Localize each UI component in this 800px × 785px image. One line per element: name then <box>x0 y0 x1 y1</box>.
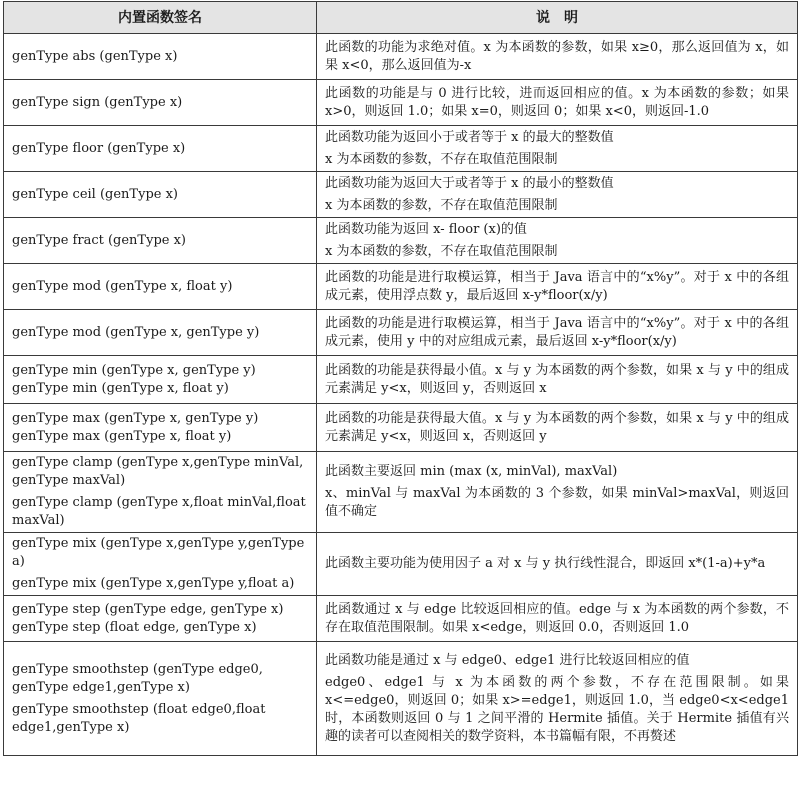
description-cell <box>317 218 798 264</box>
signature-line: genType min (genType x, genType y) <box>12 362 256 378</box>
description-text: x 为本函数的参数，不存在取值范围限制 <box>325 197 558 213</box>
description-cell <box>317 264 798 310</box>
description-text: 此函数的功能是进行取模运算，相当于 Java 语言中的“x%y”。对于 x 中的各组成元素，使用 y 中的对应组成元素，最后返回 x-y*floor(x/y) <box>325 315 789 349</box>
function-signature-cell <box>4 264 317 310</box>
function-signature-cell <box>4 310 317 356</box>
signature-line: genType step (genType edge, genType x) <box>12 601 284 617</box>
description-cell <box>317 34 798 80</box>
description-cell <box>317 642 798 756</box>
signature-line: genType max (genType x, genType y) <box>12 410 259 426</box>
description-text: 此函数的功能是进行取模运算，相当于 Java 语言中的“x%y”。对于 x 中的各组成元素，使用浮点数 y，最后返回 x-y*floor(x/y) <box>325 269 789 303</box>
function-signature-cell <box>4 452 317 533</box>
function-signature-cell <box>4 642 317 756</box>
description-text: 此函数功能为返回大于或者等于 x 的最小的整数值 <box>325 175 614 191</box>
table-row <box>4 80 798 126</box>
signature-line: genType max (genType x, float y) <box>12 428 232 444</box>
signature-line: genType mod (genType x, genType y) <box>12 324 260 340</box>
table-row <box>4 356 798 404</box>
table-row <box>4 264 798 310</box>
function-signature-cell <box>4 218 317 264</box>
description-text: 此函数的功能为求绝对值。x 为本函数的参数，如果 x≥0，那么返回值为 x，如果 x<0，那么返回值为-x <box>325 39 789 73</box>
function-signature-cell <box>4 80 317 126</box>
signature-line: genType floor (genType x) <box>12 140 186 156</box>
table-row <box>4 404 798 452</box>
description-text: x 为本函数的参数，不存在取值范围限制 <box>325 151 558 167</box>
description-cell <box>317 596 798 642</box>
signature-line: genType step (float edge, genType x) <box>12 619 257 635</box>
description-cell <box>317 404 798 452</box>
table-row <box>4 34 798 80</box>
description-text: 此函数通过 x 与 edge 比较返回相应的值。edge 与 x 为本函数的两个参数，不存在取值范围限制。如果 x<edge，则返回 0.0，否则返回 1.0 <box>325 601 789 635</box>
description-text: 此函数的功能是获得最小值。x 与 y 为本函数的两个参数，如果 x 与 y 中的组成元素满足 y<x，则返回 y，否则返回 x <box>325 362 789 396</box>
description-text: 此函数的功能是获得最大值。x 与 y 为本函数的两个参数，如果 x 与 y 中的组成元素满足 y<x，则返回 x，否则返回 y <box>325 410 789 444</box>
table-row <box>4 452 798 533</box>
description-cell <box>317 126 798 172</box>
function-signature-cell <box>4 126 317 172</box>
table-row <box>4 533 798 596</box>
function-signature-cell <box>4 34 317 80</box>
function-signature-cell <box>4 533 317 596</box>
signature-line: genType mix (genType x,genType y,genType a) <box>12 536 305 569</box>
signature-line: genType smoothstep (float edge0,float edge1,genType x) <box>12 701 266 735</box>
header-row <box>4 2 798 34</box>
signature-line: genType mod (genType x, float y) <box>12 278 233 294</box>
table-row <box>4 642 798 756</box>
description-cell <box>317 310 798 356</box>
table-row <box>4 172 798 218</box>
description-text: 此函数功能是通过 x 与 edge0、edge1 进行比较返回相应的值 <box>325 652 690 668</box>
description-cell <box>317 452 798 533</box>
signature-line: genType sign (genType x) <box>12 94 183 110</box>
description-text: x 为本函数的参数，不存在取值范围限制 <box>325 243 558 259</box>
header-signature: 内置函数签名 <box>4 2 317 34</box>
function-signature-cell <box>4 356 317 404</box>
builtin-functions-table <box>3 1 798 756</box>
description-cell <box>317 533 798 596</box>
description-cell <box>317 80 798 126</box>
description-text: 此函数的功能是与 0 进行比较，进而返回相应的值。x 为本函数的参数；如果 x>0，则返回 1.0；如果 x=0，则返回 0；如果 x<0，则返回-1.0 <box>325 85 789 119</box>
function-signature-cell <box>4 596 317 642</box>
signature-line: genType clamp (genType x,float minVal,float maxVal) <box>12 495 306 528</box>
signature-line: genType abs (genType x) <box>12 48 178 64</box>
table-row <box>4 310 798 356</box>
description-cell <box>317 172 798 218</box>
table-row <box>4 218 798 264</box>
description-cell <box>317 356 798 404</box>
description-text: edge0、edge1 与 x 为本函数的两个参数，不存在范围限制。如果 x<=edge0，则返回 0；如果 x>=edge1，则返回 1.0，当 edge0<x<edge1 时，本函数则返回 0 与 1 之间平滑的 Hermite 插值。关于 Hermite 插值有兴趣的读者可以查阅相关的数学资料，本书篇幅有限，不再赘述 <box>325 674 789 744</box>
signature-line: genType min (genType x, float y) <box>12 380 229 396</box>
signature-line: genType fract (genType x) <box>12 232 186 248</box>
signature-line: genType smoothstep (genType edge0, genType edge1,genType x) <box>12 661 263 695</box>
table-row <box>4 126 798 172</box>
signature-line: genType mix (genType x,genType y,float a) <box>12 576 295 591</box>
signature-line: genType clamp (genType x,genType minVal, genType maxVal) <box>12 455 304 488</box>
signature-line: genType ceil (genType x) <box>12 186 178 202</box>
description-text: 此函数功能为返回小于或者等于 x 的最大的整数值 <box>325 129 614 145</box>
description-text: 此函数功能为返回 x- floor (x)的值 <box>325 221 527 237</box>
description-text: x、minVal 与 maxVal 为本函数的 3 个参数，如果 minVal>maxVal，则返回值不确定 <box>325 486 789 519</box>
function-signature-cell <box>4 172 317 218</box>
description-text: 此函数主要功能为使用因子 a 对 x 与 y 执行线性混合，即返回 x*(1-a)+y*a <box>325 556 766 571</box>
table-row <box>4 596 798 642</box>
function-signature-cell <box>4 404 317 452</box>
description-text: 此函数主要返回 min (max (x, minVal), maxVal) <box>325 464 618 479</box>
table-body <box>4 34 798 756</box>
header-description: 说 明 <box>317 2 798 34</box>
